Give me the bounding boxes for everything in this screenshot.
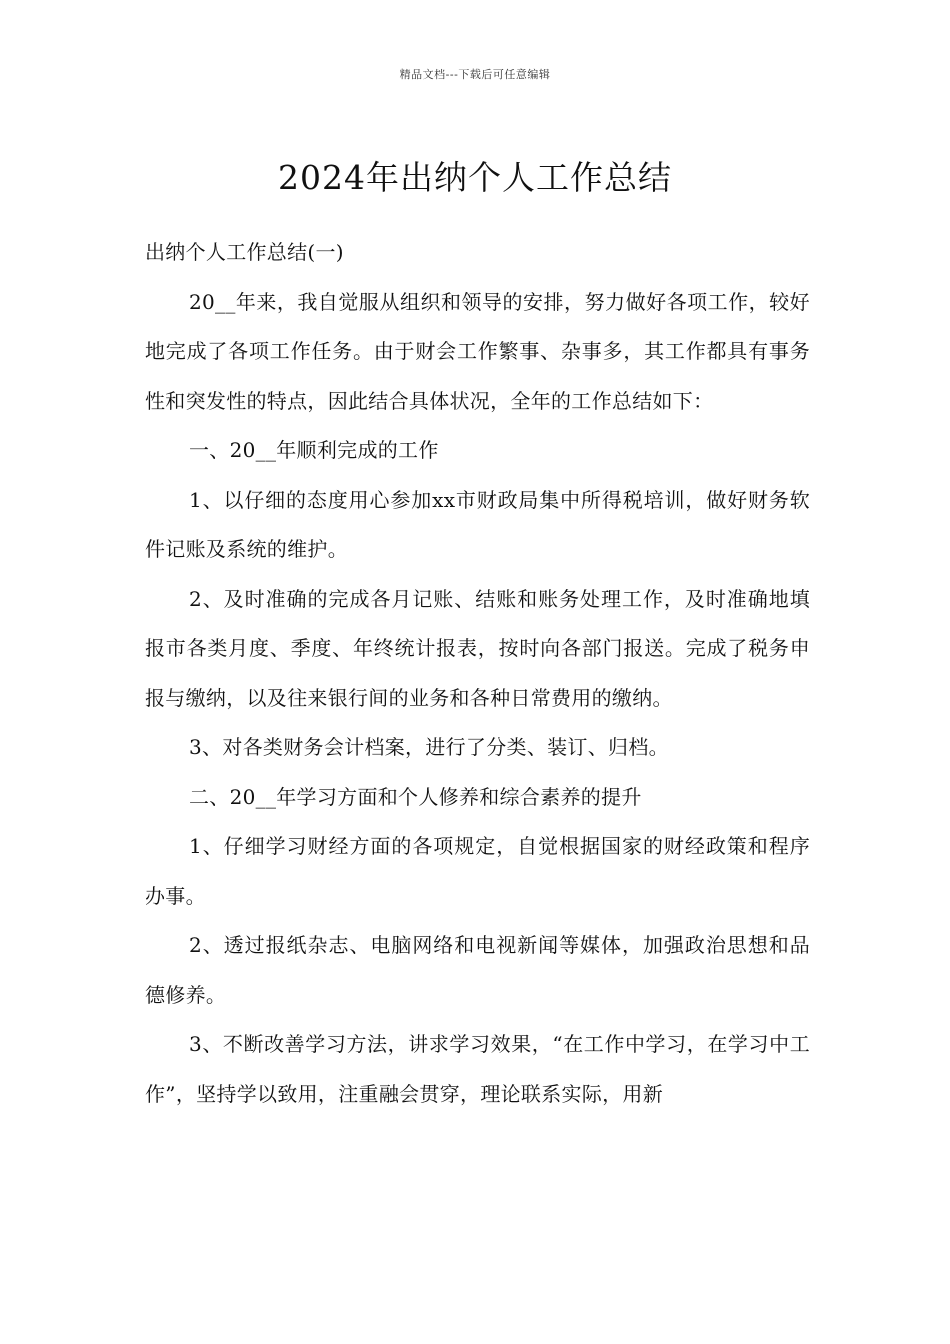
paragraph: 2、透过报纸杂志、电脑网络和电视新闻等媒体，加强政治思想和品德修养。 <box>145 933 810 1007</box>
section-heading: 出纳个人工作总结(一) <box>145 240 344 264</box>
paragraph: 1、仔细学习财经方面的各项规定，自觉根据国家的财经政策和程序办事。 <box>145 834 810 908</box>
paragraph: 3、不断改善学习方法，讲求学习效果，“在工作中学习，在学习中工作”，坚持学以致用，注重融会贯穿，理论联系实际，用新 <box>145 1032 810 1106</box>
header-note: 精品文档---下载后可任意编辑 <box>399 68 551 81</box>
paragraph: 2、及时准确的完成各月记账、结账和账务处理工作，及时准确地填报市各类月度、季度、年终统计报表，按时向各部门报送。完成了税务申报与缴纳，以及往来银行间的业务和各种日常费用的缴纳。 <box>145 586 810 710</box>
subsection-heading: 二、20__年学习方面和个人修养和综合素养的提升 <box>189 784 642 809</box>
paragraph: 20__年来，我自觉服从组织和领导的安排，努力做好各项工作，较好地完成了各项工作任务。由于财会工作繁事、杂事多，其工作都具有事务性和突发性的特点，因此结合具体状况，全年的工作总结如下： <box>145 289 810 413</box>
document-title: 2024年出纳个人工作总结 <box>278 158 672 198</box>
subsection-heading: 一、20__年顺利完成的工作 <box>189 438 439 462</box>
paragraph: 3、对各类财务会计档案，进行了分类、装订、归档。 <box>189 735 669 759</box>
document-body <box>145 228 810 1119</box>
paragraph: 1、以仔细的态度用心参加xx市财政局集中所得税培训，做好财务软件记账及系统的维护。 <box>145 487 810 561</box>
